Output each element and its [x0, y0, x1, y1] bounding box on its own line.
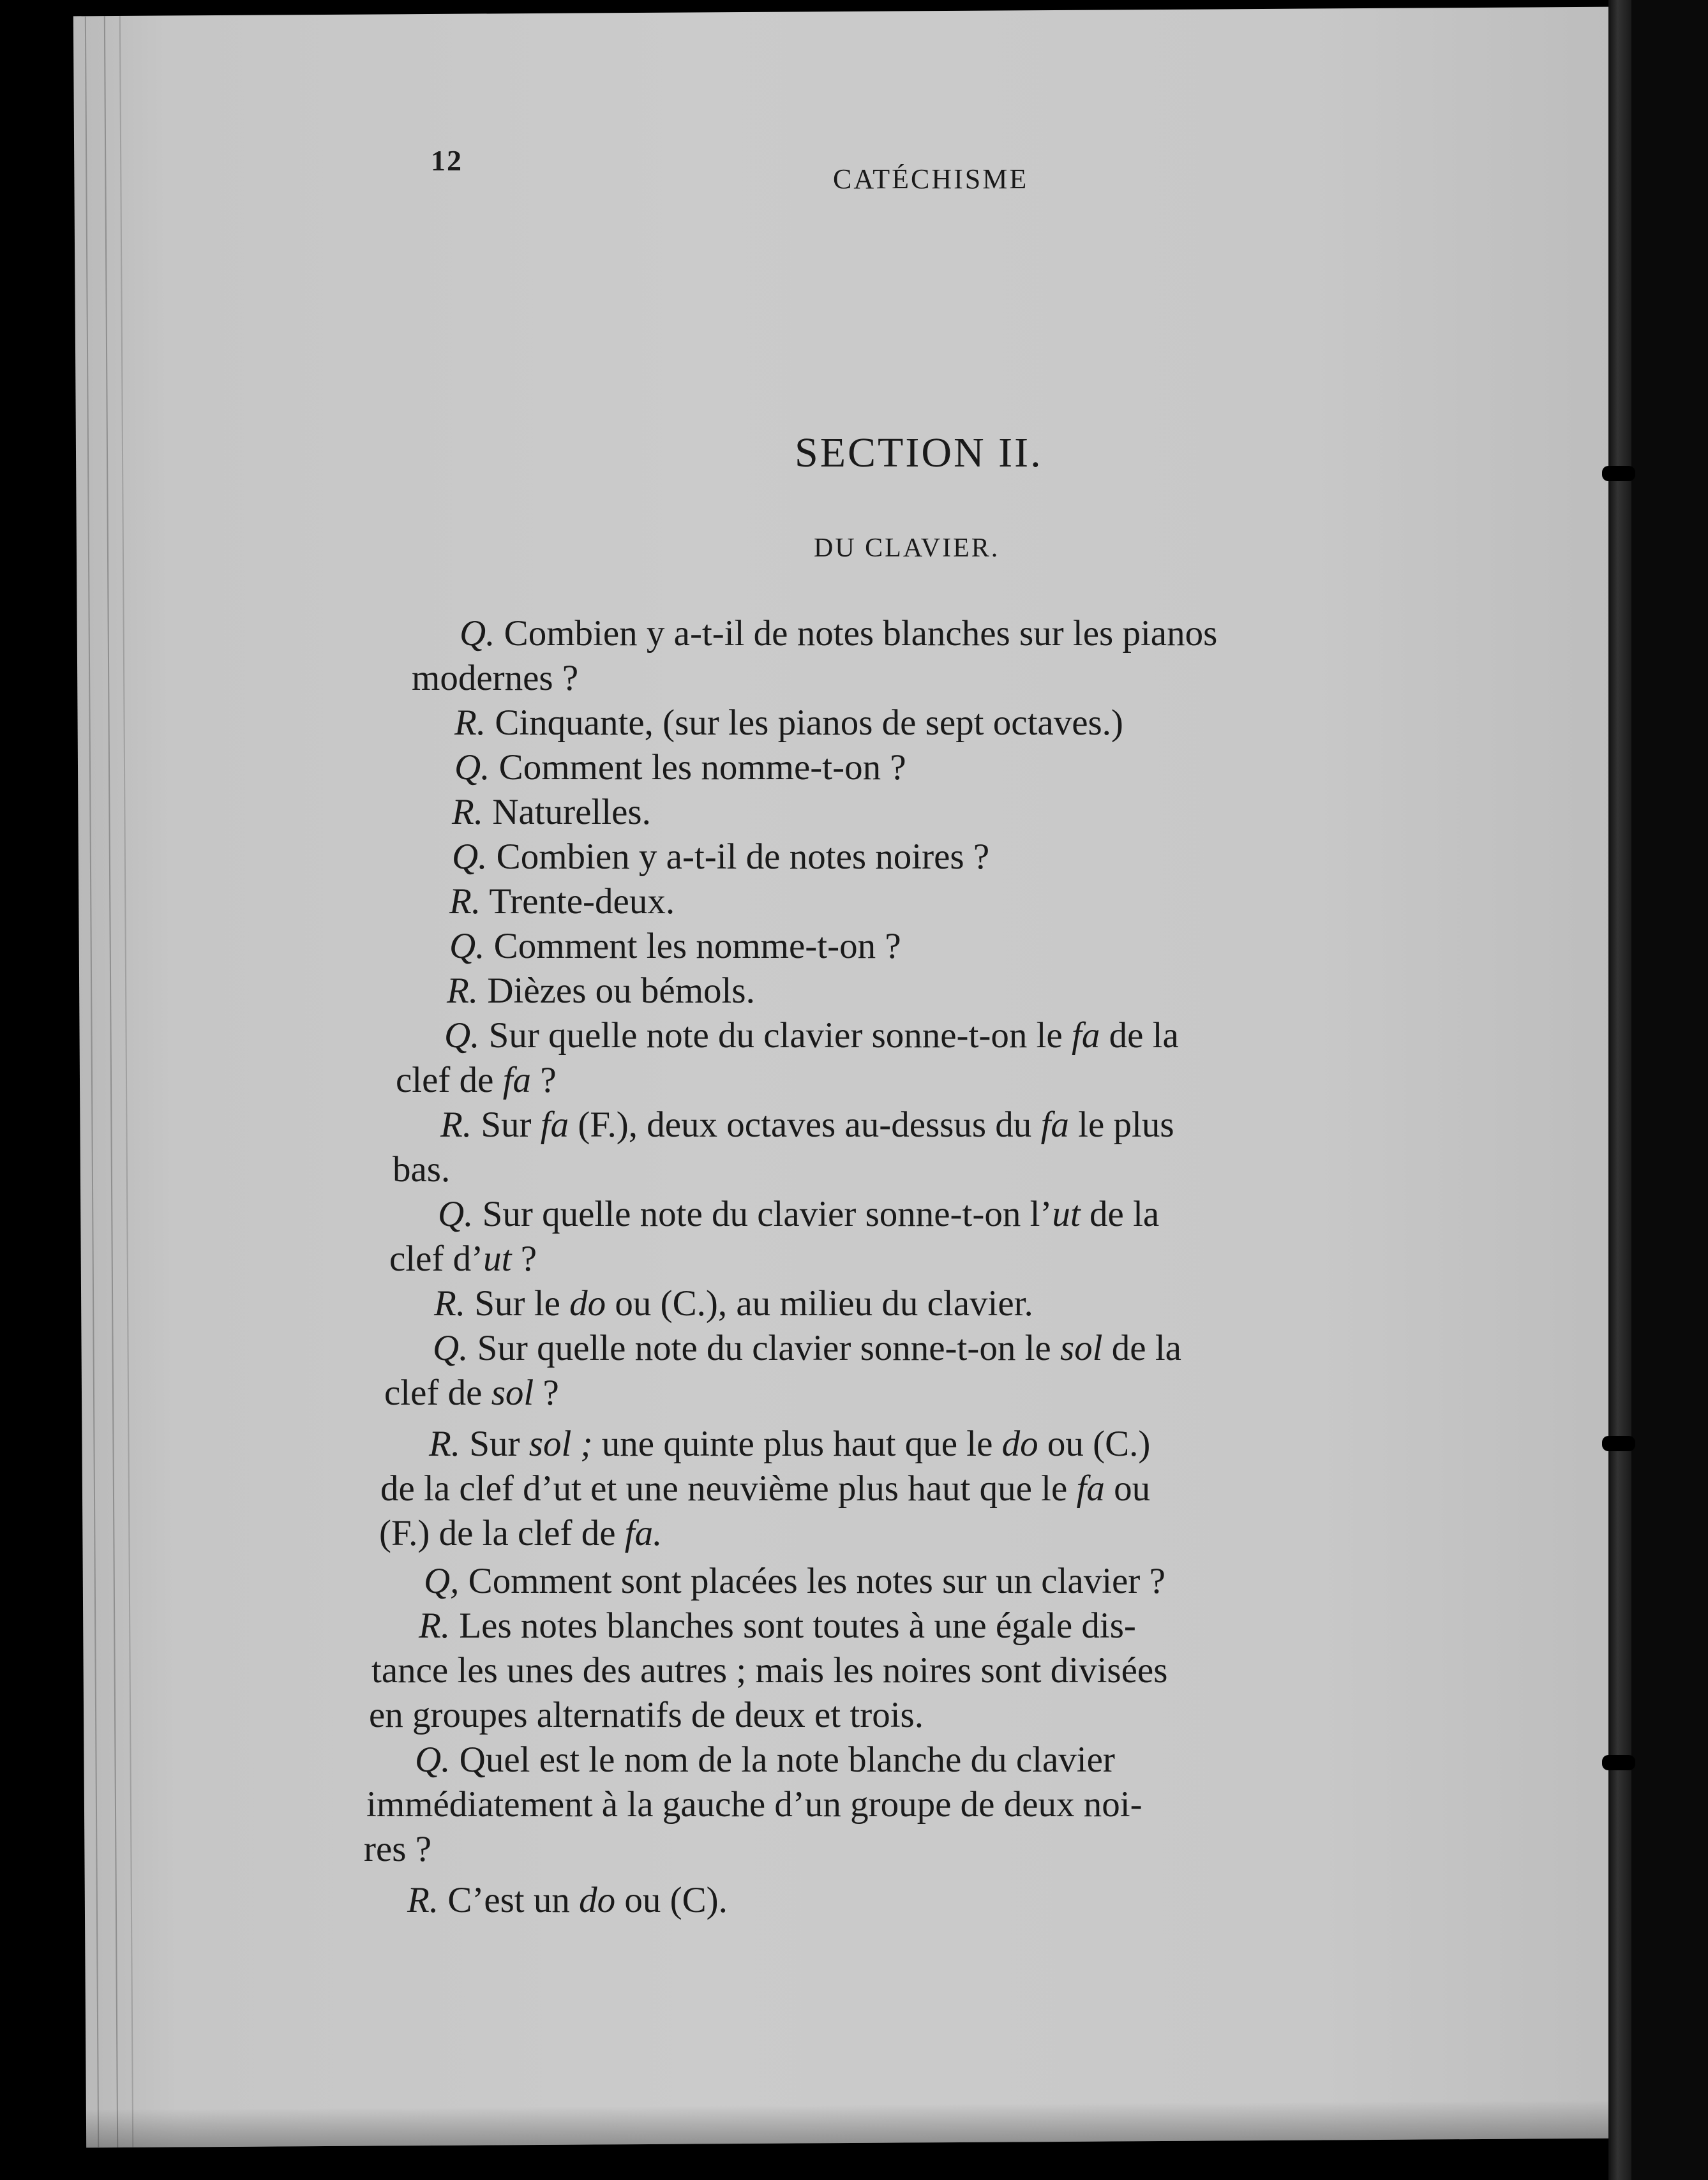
body-line: clef de fa ?: [396, 1060, 557, 1100]
body-line: Q. Sur quelle note du clavier sonne-t-on le sol de la: [433, 1328, 1181, 1368]
book-binding: [1608, 0, 1631, 2180]
binding-stitch: [1602, 1436, 1635, 1451]
body-line: Q, Comment sont placées les notes sur un clavier ?: [424, 1561, 1165, 1601]
page-edge-line: [104, 16, 118, 2147]
body-line: clef d’ut ?: [389, 1239, 537, 1279]
body-line: R. Dièzes ou bémols.: [447, 971, 755, 1011]
body-line: tance les unes des autres ; mais les noires sont divisées: [371, 1650, 1168, 1691]
body-line: R. Sur sol ; une quinte plus haut que le do ou (C.): [429, 1424, 1151, 1464]
body-line: clef de sol ?: [384, 1373, 559, 1413]
body-line: Q. Combien y a-t-il de notes noires ?: [452, 837, 990, 877]
page-bottom-shadow: [86, 2100, 1624, 2148]
body-line: Q. Sur quelle note du clavier sonne-t-on l’ut de la: [438, 1194, 1160, 1234]
body-line: Q. Quel est le nom de la note blanche du clavier: [415, 1740, 1115, 1780]
page-number: 12: [431, 144, 463, 177]
running-title: CATÉCHISME: [833, 163, 1029, 195]
body-line: R. Trente-deux.: [449, 881, 675, 922]
body-line: Q. Comment les nomme-t-on ?: [454, 747, 906, 788]
paper-sheet: [73, 7, 1624, 2148]
page-edge-line: [85, 16, 99, 2147]
body-line: bas.: [393, 1149, 451, 1190]
section-subtitle: DU CLAVIER.: [814, 534, 1000, 563]
body-line: R. Sur fa (F.), deux octaves au-dessus du fa le plus: [440, 1105, 1174, 1145]
body-line: R. Sur le do ou (C.), au milieu du clavier.: [434, 1283, 1033, 1324]
body-line: res ?: [364, 1829, 432, 1869]
body-line: R. C’est un do ou (C).: [407, 1880, 728, 1920]
body-line: (F.) de la clef de fa.: [379, 1513, 663, 1553]
binding-stitch: [1602, 1755, 1635, 1770]
section-title: SECTION II.: [795, 429, 1043, 476]
body-line: R. Les notes blanches sont toutes à une égale dis-: [419, 1606, 1136, 1646]
binding-stitch: [1602, 466, 1635, 481]
body-line: en groupes alternatifs de deux et trois.: [369, 1695, 924, 1735]
body-line: Q. Sur quelle note du clavier sonne-t-on le fa de la: [444, 1015, 1179, 1056]
body-line: Q. Combien y a-t-il de notes blanches sur les pianos: [460, 613, 1218, 653]
binding-shadow: [1631, 0, 1708, 2180]
page-edge-line: [119, 16, 133, 2147]
body-line: modernes ?: [412, 658, 579, 698]
body-line: immédiatement à la gauche d’un groupe de deux noi-: [366, 1784, 1142, 1825]
body-line: R. Naturelles.: [452, 792, 651, 832]
body-line: de la clef d’ut et une neuvième plus haut que le fa ou: [380, 1468, 1151, 1509]
body-line: R. Cinquante, (sur les pianos de sept octaves.): [454, 703, 1123, 743]
body-line: Q. Comment les nomme-t-on ?: [449, 926, 901, 966]
